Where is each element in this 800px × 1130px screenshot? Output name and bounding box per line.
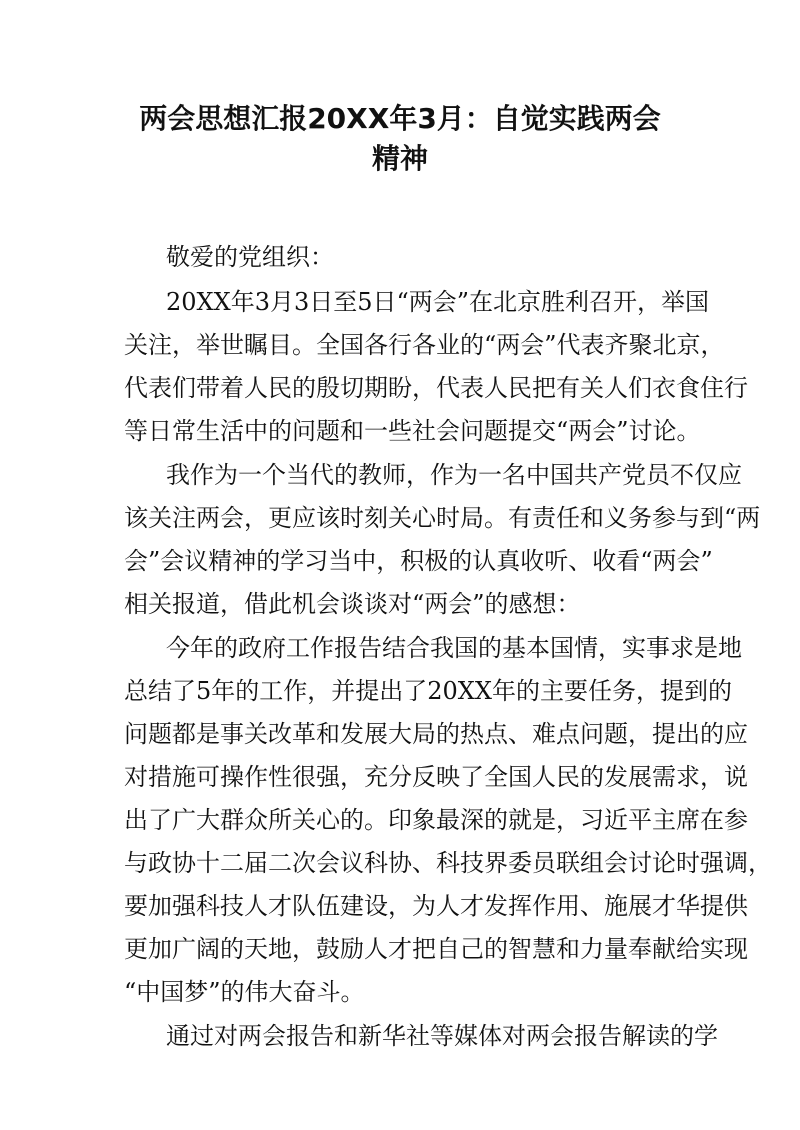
document-title-line-1: 两会思想汇报20XX年3月：自觉实践两会	[139, 102, 661, 135]
paragraph-3-line-4: 对措施可操作性很强，充分反映了全国人民的发展需求，说	[124, 763, 748, 791]
paragraph-2-line-3: 会”会议精神的学习当中，积极的认真收听、收看“两会”	[124, 547, 713, 575]
paragraph-3-line-2: 总结了5年的工作，并提出了20XX年的主要任务，提到的	[124, 677, 732, 705]
paragraph-2-line-4: 相关报道，借此机会谈谈对“两会”的感想：	[124, 590, 581, 618]
document-title-line-2: 精神	[371, 142, 428, 175]
paragraph-3-line-3: 问题都是事关改革和发展大局的热点、难点问题，提出的应	[124, 720, 748, 748]
paragraph-3-line-9: “中国梦”的伟大奋斗。	[124, 978, 365, 1006]
paragraph-2-line-2: 该关注两会，更应该时刻关心时局。有责任和义务参与到“两	[124, 504, 761, 532]
paragraph-1-line-1: 20XX年3月3日至5日“两会”在北京胜利召开，举国	[166, 288, 710, 316]
paragraph-3-line-5: 出了广大群众所关心的。印象最深的就是，习近平主席在参	[124, 806, 748, 834]
paragraph-3-line-7: 要加强科技人才队伍建设，为人才发挥作用、施展才华提供	[124, 892, 748, 920]
paragraph-1-line-3: 代表们带着人民的殷切期盼，代表人民把有关人们衣食住行	[124, 374, 748, 402]
salutation: 敬爱的党组织：	[166, 243, 334, 271]
paragraph-2-line-1: 我作为一个当代的教师，作为一名中国共产党员不仅应	[166, 461, 742, 489]
paragraph-3-line-8: 更加广阔的天地，鼓励人才把自己的智慧和力量奉献给实现	[124, 935, 748, 963]
paragraph-1-line-4: 等日常生活中的问题和一些社会问题提交“两会”讨论。	[124, 417, 701, 445]
paragraph-3-line-6: 与政协十二届二次会议科协、科技界委员联组会讨论时强调，	[124, 849, 772, 877]
paragraph-3-line-1: 今年的政府工作报告结合我国的基本国情，实事求是地	[166, 634, 742, 662]
paragraph-1-line-2: 关注，举世瞩目。全国各行各业的“两会”代表齐聚北京，	[124, 331, 725, 359]
paragraph-4-line-1: 通过对两会报告和新华社等媒体对两会报告解读的学	[166, 1022, 718, 1050]
